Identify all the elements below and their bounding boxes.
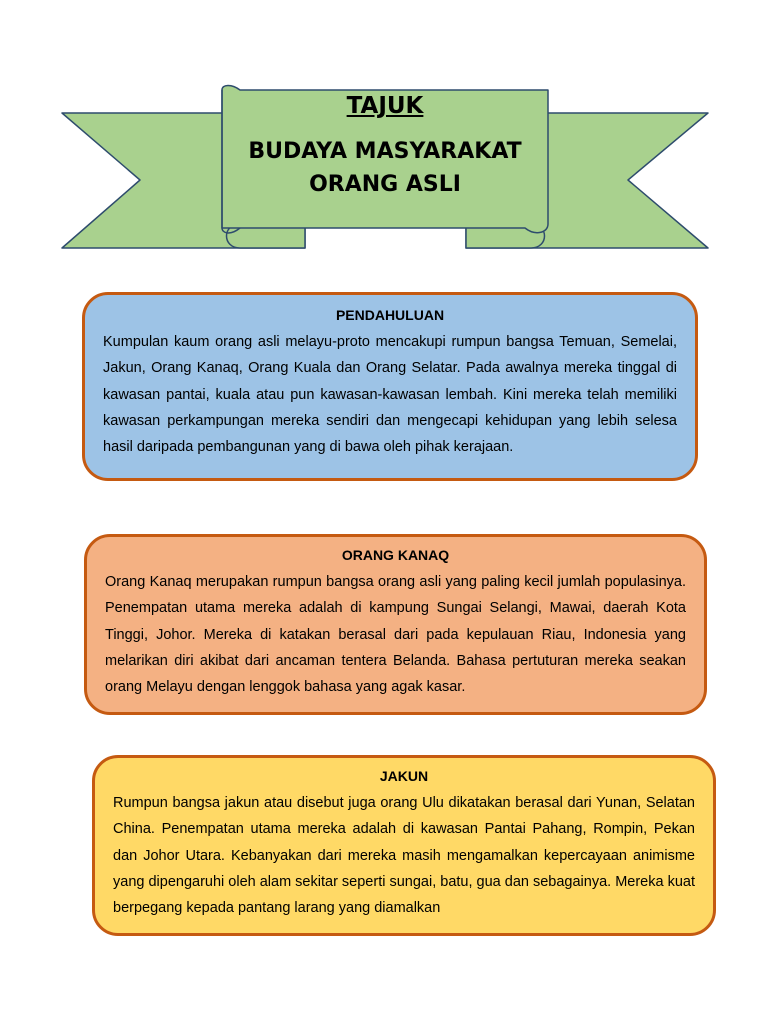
section-heading: JAKUN (379, 768, 429, 784)
section-body: Orang Kanaq merupakan rumpun bangsa orang asli yang paling kecil jumlah populasinya. Penempatan utama mereka adalah di kampung Sungai Selangi, Mawai, daerah Kota Tinggi, Johor. Mereka di katakan berasal dari pada kepulauan Riau, Indonesia yang melarikan diri akibat dari ancaman tentera Belanda. Bahasa pertuturan mereka seakan orang Melayu dengan lenggok bahasa yang agak kasar. (105, 574, 686, 696)
banner-label: TAJUK (346, 93, 424, 119)
section-pendahuluan (82, 292, 698, 481)
section-heading: ORANG KANAQ (341, 547, 450, 563)
title-banner (0, 0, 768, 260)
section-jakun (92, 755, 716, 936)
section-orang-kanaq (84, 534, 707, 715)
section-heading: PENDAHULUAN (335, 307, 445, 323)
page-title-line-1: BUDAYA MASYARAKAT (248, 139, 522, 164)
page-title-line-2: ORANG ASLI (309, 172, 461, 197)
section-body: Kumpulan kaum orang asli melayu-proto mencakupi rumpun bangsa Temuan, Semelai, Jakun, Orang Kanaq, Orang Kuala dan Orang Selatar. Pada awalnya mereka tinggal di kawasan pantai, kuala atau pun kawasan-kawasan lembah. Kini mereka telah memiliki kawasan perkampungan mereka sendiri dan mengecapi kehidupan yang lebih selesa hasil daripada pembangunan yang di bawa oleh pihak kerajaan. (103, 334, 677, 456)
section-body: Rumpun bangsa jakun atau disebut juga orang Ulu dikatakan berasal dari Yunan, Selatan China. Penempatan utama mereka adalah di kawasan Pantai Pahang, Rompin, Pekan dan Johor Utara. Kebanyakan dari mereka masih mengamalkan kepercayaan animisme yang dipengaruhi oleh alam sekitar seperti sungai, batu, gua dan sebagainya. Mereka kuat berpegang kepada pantang larang yang diamalkan (113, 795, 695, 917)
